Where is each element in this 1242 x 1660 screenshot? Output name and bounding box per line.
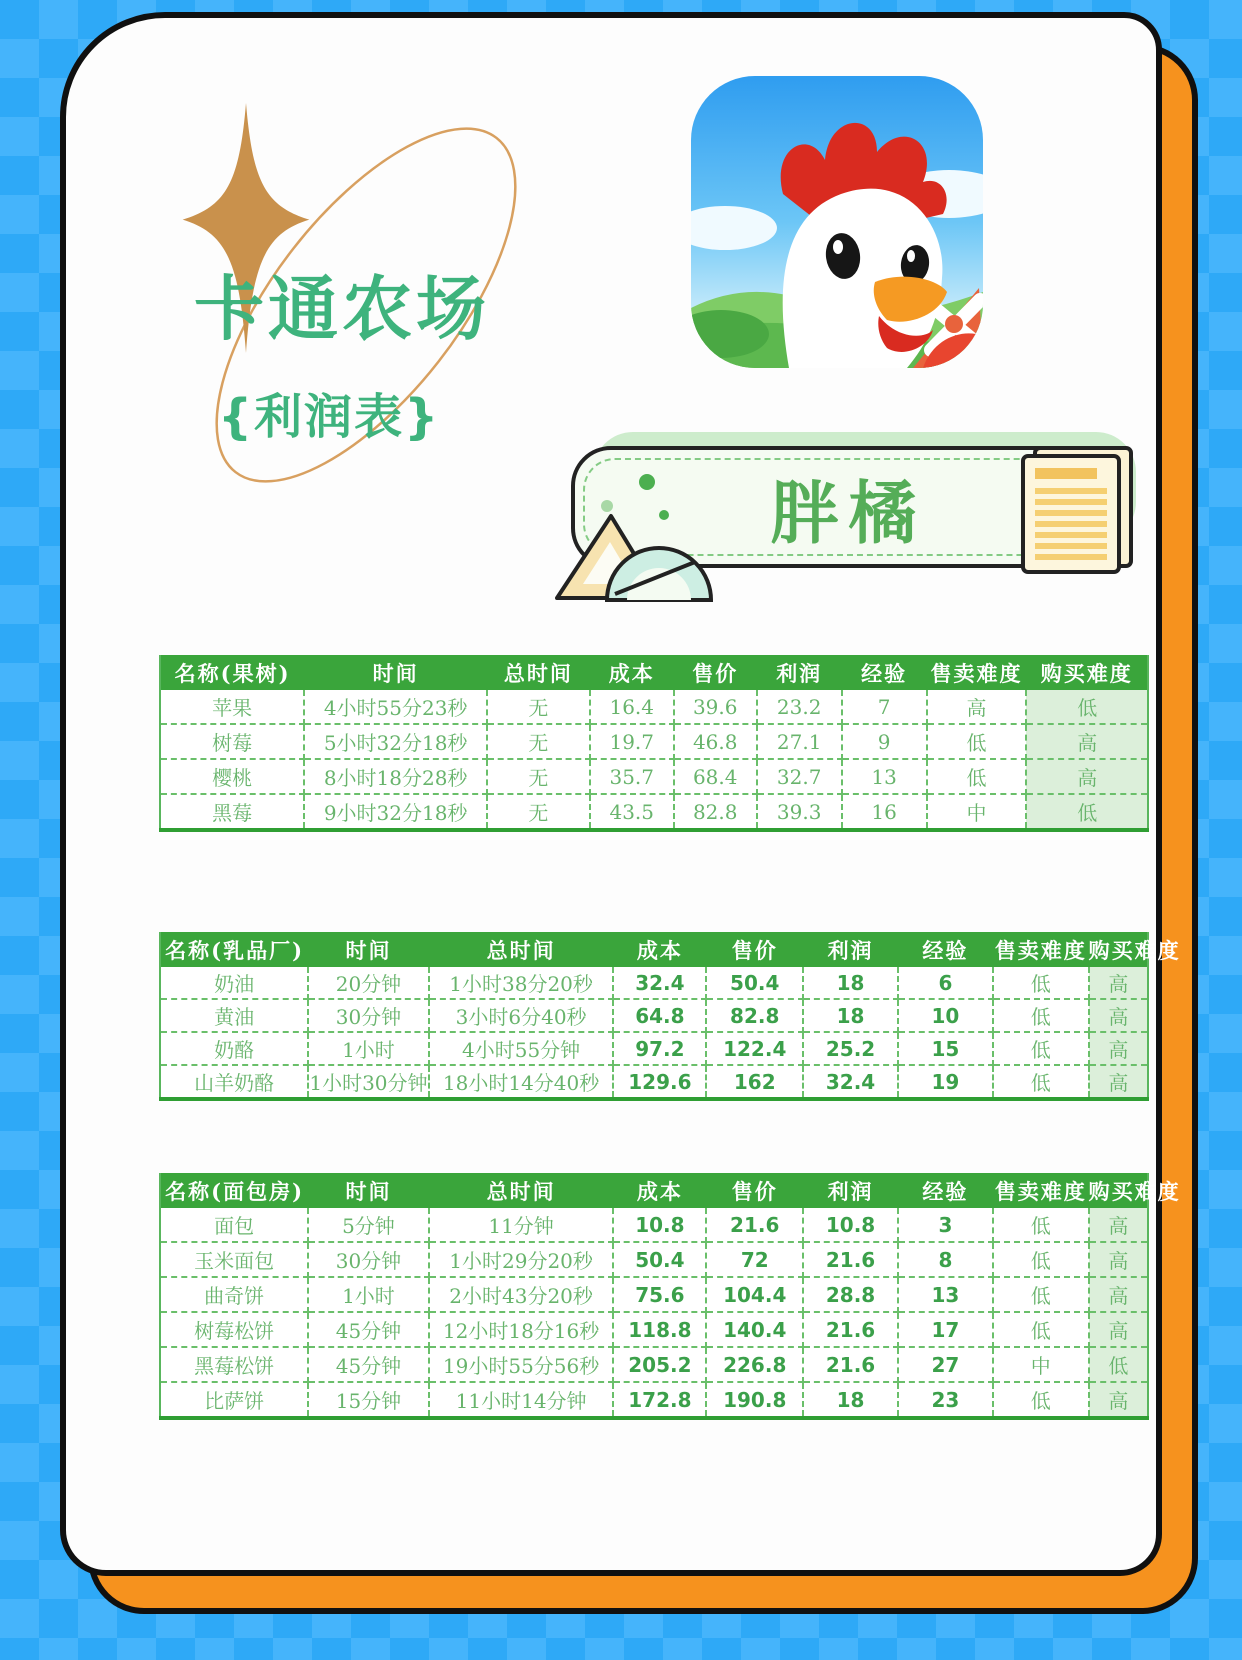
table-cell: 奶油 bbox=[160, 967, 308, 999]
table-cell: 低 bbox=[993, 1065, 1089, 1099]
table-cell: 21.6 bbox=[803, 1347, 898, 1382]
table-cell: 129.6 bbox=[613, 1065, 706, 1099]
table-cell: 8小时18分28秒 bbox=[304, 759, 487, 794]
table-cell: 黑莓松饼 bbox=[160, 1347, 308, 1382]
table-cell: 9小时32分18秒 bbox=[304, 794, 487, 830]
page-title: 卡通农场 bbox=[194, 268, 490, 350]
column-header: 售卖难度 bbox=[993, 1173, 1089, 1208]
column-header: 利润 bbox=[757, 655, 842, 690]
table-cell: 30分钟 bbox=[308, 999, 429, 1032]
table-cell: 高 bbox=[1089, 1032, 1148, 1065]
table-cell: 15分钟 bbox=[308, 1382, 429, 1418]
table-cell: 13 bbox=[898, 1277, 993, 1312]
table-cell: 无 bbox=[487, 759, 590, 794]
table-cell: 72 bbox=[706, 1242, 803, 1277]
table-cell: 16 bbox=[842, 794, 927, 830]
table-cell: 无 bbox=[487, 724, 590, 759]
table-cell: 低 bbox=[1026, 794, 1148, 830]
table-cell: 8 bbox=[898, 1242, 993, 1277]
column-header: 总时间 bbox=[429, 1173, 614, 1208]
table-row bbox=[160, 1242, 1148, 1277]
table-cell: 7 bbox=[842, 690, 927, 724]
table-cell: 25.2 bbox=[803, 1032, 898, 1065]
table-header-row bbox=[160, 655, 1148, 690]
table-cell: 122.4 bbox=[706, 1032, 803, 1065]
table-row bbox=[160, 1382, 1148, 1418]
table-cell: 226.8 bbox=[706, 1347, 803, 1382]
table-cell: 4小时55分23秒 bbox=[304, 690, 487, 724]
table-row bbox=[160, 759, 1148, 794]
table-cell: 低 bbox=[993, 967, 1089, 999]
column-header: 成本 bbox=[613, 1173, 706, 1208]
table-cell: 21.6 bbox=[706, 1208, 803, 1242]
table-cell: 低 bbox=[993, 1312, 1089, 1347]
table-cell: 13 bbox=[842, 759, 927, 794]
table-cell: 低 bbox=[993, 1277, 1089, 1312]
column-header: 经验 bbox=[842, 655, 927, 690]
table-cell: 3 bbox=[898, 1208, 993, 1242]
table-cell: 19小时55分56秒 bbox=[429, 1347, 614, 1382]
hay-day-chicken-app-icon bbox=[691, 76, 983, 368]
table-cell: 32.7 bbox=[757, 759, 842, 794]
table-row bbox=[160, 1347, 1148, 1382]
profit-table-bakery bbox=[159, 1173, 1181, 1420]
table-cell: 15 bbox=[898, 1032, 993, 1065]
table-cell: 比萨饼 bbox=[160, 1382, 308, 1418]
table-cell: 21.6 bbox=[803, 1312, 898, 1347]
table-cell: 39.3 bbox=[757, 794, 842, 830]
column-header: 名称(果树) bbox=[160, 655, 304, 690]
table-cell: 68.4 bbox=[674, 759, 757, 794]
table-row bbox=[160, 724, 1148, 759]
table-row bbox=[160, 690, 1148, 724]
table-cell: 140.4 bbox=[706, 1312, 803, 1347]
table-cell: 30分钟 bbox=[308, 1242, 429, 1277]
table-cell: 32.4 bbox=[613, 967, 706, 999]
table-cell: 11小时14分钟 bbox=[429, 1382, 614, 1418]
table-cell: 高 bbox=[927, 690, 1027, 724]
table-cell: 19.7 bbox=[590, 724, 674, 759]
table-row bbox=[160, 1277, 1148, 1312]
table-cell: 190.8 bbox=[706, 1382, 803, 1418]
column-header: 成本 bbox=[613, 932, 706, 967]
table-cell: 18 bbox=[803, 1382, 898, 1418]
column-header: 时间 bbox=[308, 932, 429, 967]
table-row bbox=[160, 1208, 1148, 1242]
column-header: 售价 bbox=[674, 655, 757, 690]
table-cell: 19 bbox=[898, 1065, 993, 1099]
table-cell: 118.8 bbox=[613, 1312, 706, 1347]
table-cell: 无 bbox=[487, 690, 590, 724]
profit-table-dairy bbox=[159, 932, 1181, 1101]
table-cell: 中 bbox=[993, 1347, 1089, 1382]
column-header: 利润 bbox=[803, 1173, 898, 1208]
column-header: 总时间 bbox=[429, 932, 614, 967]
column-header: 售价 bbox=[706, 1173, 803, 1208]
table-cell: 46.8 bbox=[674, 724, 757, 759]
column-header: 售卖难度 bbox=[927, 655, 1027, 690]
table-cell: 高 bbox=[1089, 1312, 1148, 1347]
table-cell: 树莓松饼 bbox=[160, 1312, 308, 1347]
table-cell: 高 bbox=[1089, 967, 1148, 999]
table-cell: 27 bbox=[898, 1347, 993, 1382]
banner bbox=[571, 446, 1126, 568]
table-cell: 低 bbox=[993, 1382, 1089, 1418]
table-header-row bbox=[160, 1173, 1148, 1208]
table-cell: 21.6 bbox=[803, 1242, 898, 1277]
table-cell: 高 bbox=[1089, 999, 1148, 1032]
table-cell: 苹果 bbox=[160, 690, 304, 724]
table-cell: 4小时55分钟 bbox=[429, 1032, 614, 1065]
table-cell: 27.1 bbox=[757, 724, 842, 759]
table-cell: 低 bbox=[993, 1242, 1089, 1277]
table-cell: 32.4 bbox=[803, 1065, 898, 1099]
column-header: 成本 bbox=[590, 655, 674, 690]
table-row bbox=[160, 967, 1148, 999]
table-cell: 3小时6分40秒 bbox=[429, 999, 614, 1032]
table-cell: 50.4 bbox=[706, 967, 803, 999]
table-cell: 6 bbox=[898, 967, 993, 999]
column-header: 利润 bbox=[803, 932, 898, 967]
page-subtitle: {利润表} bbox=[218, 389, 441, 445]
table-cell: 162 bbox=[706, 1065, 803, 1099]
table-cell: 低 bbox=[993, 1032, 1089, 1065]
table-header-row bbox=[160, 932, 1148, 967]
table-cell: 20分钟 bbox=[308, 967, 429, 999]
table-cell: 高 bbox=[1089, 1382, 1148, 1418]
table-cell: 低 bbox=[927, 724, 1027, 759]
table-cell: 18小时14分40秒 bbox=[429, 1065, 614, 1099]
table-cell: 205.2 bbox=[613, 1347, 706, 1382]
table-cell: 82.8 bbox=[706, 999, 803, 1032]
table-cell: 低 bbox=[1089, 1347, 1148, 1382]
table-cell: 172.8 bbox=[613, 1382, 706, 1418]
table-cell: 97.2 bbox=[613, 1032, 706, 1065]
banner-label: 胖橘 bbox=[770, 475, 927, 554]
table-cell: 奶酪 bbox=[160, 1032, 308, 1065]
table-cell: 28.8 bbox=[803, 1277, 898, 1312]
column-header: 名称(乳品厂) bbox=[160, 932, 308, 967]
column-header: 时间 bbox=[308, 1173, 429, 1208]
table-cell: 39.6 bbox=[674, 690, 757, 724]
column-header: 购买难度 bbox=[1026, 655, 1148, 690]
table-cell: 75.6 bbox=[613, 1277, 706, 1312]
column-header: 购买难度 bbox=[1089, 1173, 1148, 1208]
table-cell: 1小时38分20秒 bbox=[429, 967, 614, 999]
table-cell: 23.2 bbox=[757, 690, 842, 724]
set-square-protractor-icon bbox=[549, 494, 719, 604]
column-header: 购买难度 bbox=[1089, 932, 1148, 967]
table-cell: 18 bbox=[803, 967, 898, 999]
table-cell: 低 bbox=[993, 1208, 1089, 1242]
table-cell: 1小时 bbox=[308, 1277, 429, 1312]
table-cell: 50.4 bbox=[613, 1242, 706, 1277]
table-cell: 43.5 bbox=[590, 794, 674, 830]
table-cell: 10.8 bbox=[803, 1208, 898, 1242]
table-cell: 9 bbox=[842, 724, 927, 759]
table-cell: 高 bbox=[1026, 759, 1148, 794]
table-cell: 1小时29分20秒 bbox=[429, 1242, 614, 1277]
table-cell: 高 bbox=[1089, 1065, 1148, 1099]
table-cell: 无 bbox=[487, 794, 590, 830]
table-cell: 黑莓 bbox=[160, 794, 304, 830]
profit-table-fruit-trees bbox=[159, 655, 1149, 832]
table-row bbox=[160, 1032, 1148, 1065]
table-cell: 1小时30分钟 bbox=[308, 1065, 429, 1099]
table-cell: 11分钟 bbox=[429, 1208, 614, 1242]
column-header: 总时间 bbox=[487, 655, 590, 690]
column-header: 经验 bbox=[898, 932, 993, 967]
table-cell: 16.4 bbox=[590, 690, 674, 724]
poster-card bbox=[60, 12, 1181, 1576]
table-cell: 黄油 bbox=[160, 999, 308, 1032]
column-header: 经验 bbox=[898, 1173, 993, 1208]
table-cell: 高 bbox=[1089, 1208, 1148, 1242]
table-cell: 1小时 bbox=[308, 1032, 429, 1065]
table-cell: 曲奇饼 bbox=[160, 1277, 308, 1312]
column-header: 售价 bbox=[706, 932, 803, 967]
table-cell: 高 bbox=[1026, 724, 1148, 759]
table-row bbox=[160, 794, 1148, 830]
table-cell: 10.8 bbox=[613, 1208, 706, 1242]
table-cell: 低 bbox=[1026, 690, 1148, 724]
table-cell: 中 bbox=[927, 794, 1027, 830]
table-cell: 山羊奶酪 bbox=[160, 1065, 308, 1099]
table-cell: 35.7 bbox=[590, 759, 674, 794]
table-cell: 82.8 bbox=[674, 794, 757, 830]
notepad-icon bbox=[1019, 444, 1137, 576]
table-row bbox=[160, 1065, 1148, 1099]
table-cell: 面包 bbox=[160, 1208, 308, 1242]
table-cell: 45分钟 bbox=[308, 1312, 429, 1347]
table-cell: 5小时32分18秒 bbox=[304, 724, 487, 759]
table-cell: 17 bbox=[898, 1312, 993, 1347]
table-cell: 2小时43分20秒 bbox=[429, 1277, 614, 1312]
table-cell: 高 bbox=[1089, 1277, 1148, 1312]
table-cell: 樱桃 bbox=[160, 759, 304, 794]
table-cell: 23 bbox=[898, 1382, 993, 1418]
table-cell: 64.8 bbox=[613, 999, 706, 1032]
table-row bbox=[160, 999, 1148, 1032]
table-cell: 104.4 bbox=[706, 1277, 803, 1312]
table-cell: 低 bbox=[993, 999, 1089, 1032]
table-cell: 低 bbox=[927, 759, 1027, 794]
table-cell: 45分钟 bbox=[308, 1347, 429, 1382]
table-cell: 玉米面包 bbox=[160, 1242, 308, 1277]
table-cell: 12小时18分16秒 bbox=[429, 1312, 614, 1347]
table-cell: 5分钟 bbox=[308, 1208, 429, 1242]
table-cell: 10 bbox=[898, 999, 993, 1032]
column-header: 时间 bbox=[304, 655, 487, 690]
table-cell: 18 bbox=[803, 999, 898, 1032]
table-cell: 高 bbox=[1089, 1242, 1148, 1277]
column-header: 名称(面包房) bbox=[160, 1173, 308, 1208]
table-cell: 树莓 bbox=[160, 724, 304, 759]
column-header: 售卖难度 bbox=[993, 932, 1089, 967]
table-row bbox=[160, 1312, 1148, 1347]
